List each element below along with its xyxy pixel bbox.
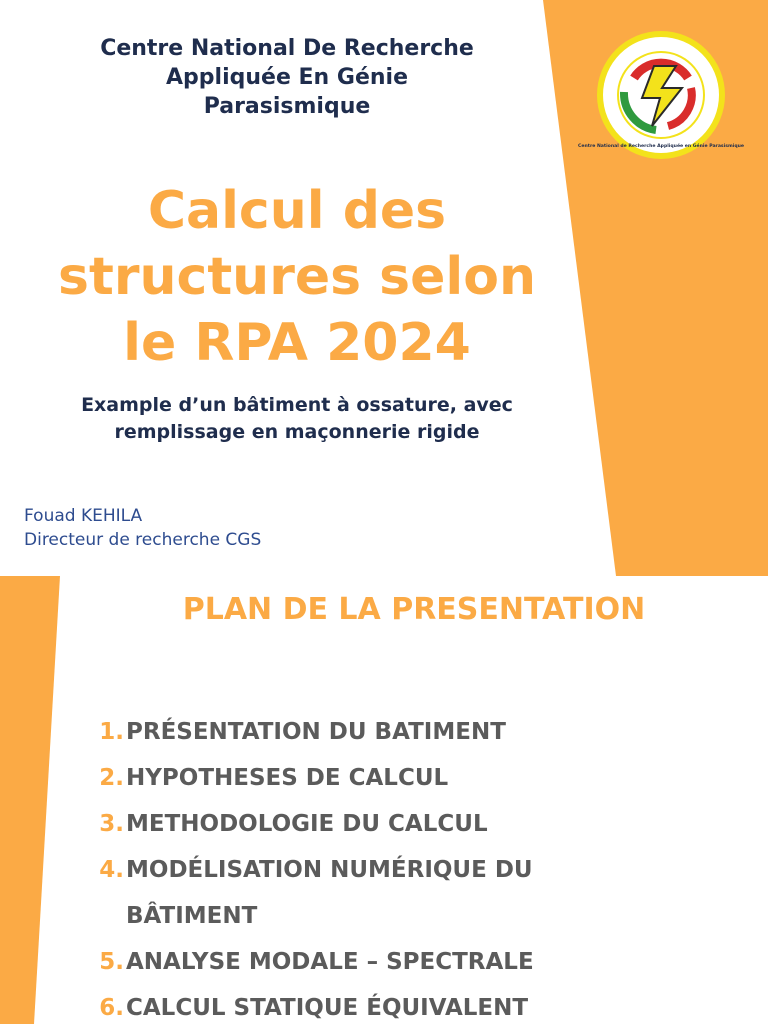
- list-item: [82, 709, 602, 755]
- plan-list: [82, 709, 602, 1031]
- list-item-text: CALCUL STATIQUE ÉQUIVALENT: [126, 995, 529, 1021]
- list-item: [82, 985, 602, 1031]
- organization-line: Parasismique: [203, 94, 371, 119]
- subtitle-line: remplissage en maçonnerie rigide: [114, 421, 480, 443]
- title-line: structures selon: [58, 247, 536, 307]
- list-item: [82, 939, 602, 985]
- plan-title: PLAN DE LA PRESENTATION: [182, 592, 646, 627]
- author-name: Fouad KEHILA: [24, 506, 143, 526]
- list-item-text: ANALYSE MODALE – SPECTRALE: [126, 949, 534, 975]
- list-item-number: 4.: [99, 857, 124, 883]
- plan-slide: [0, 576, 768, 1024]
- list-item-number: 2.: [99, 765, 124, 791]
- title-line: le RPA 2024: [123, 313, 471, 373]
- list-item-text: MODÉLISATION NUMÉRIQUE DU BÂTIMENT: [126, 857, 533, 929]
- organization-line: Appliquée En Génie: [166, 65, 408, 90]
- list-item: [82, 801, 602, 847]
- title-line: Calcul des: [147, 181, 447, 241]
- list-item-number: 1.: [99, 719, 124, 745]
- author-role: Directeur de recherche CGS: [24, 530, 262, 550]
- subtitle-line: Example d’un bâtiment à ossature, avec: [81, 394, 513, 416]
- organization-name: [20, 34, 554, 121]
- cgs-logo: [578, 30, 744, 160]
- list-item-text: METHODOLOGIE DU CALCUL: [126, 811, 488, 837]
- list-item-number: 5.: [99, 949, 124, 975]
- organization-line: Centre National De Recherche: [100, 36, 474, 61]
- author-block: [24, 504, 261, 552]
- list-item: [82, 755, 602, 801]
- presentation-title: [20, 178, 574, 376]
- list-item: [82, 847, 602, 939]
- list-item-number: 3.: [99, 811, 124, 837]
- logo-ring-text: Centre National de Recherche Appliquée en Génie Parasismique: [578, 144, 744, 149]
- list-item-text: HYPOTHESES DE CALCUL: [126, 765, 449, 791]
- list-item-text: PRÉSENTATION DU BATIMENT: [126, 719, 506, 745]
- presentation-subtitle: [24, 392, 570, 446]
- cgs-logo-icon: [578, 30, 744, 160]
- list-item-number: 6.: [99, 995, 124, 1021]
